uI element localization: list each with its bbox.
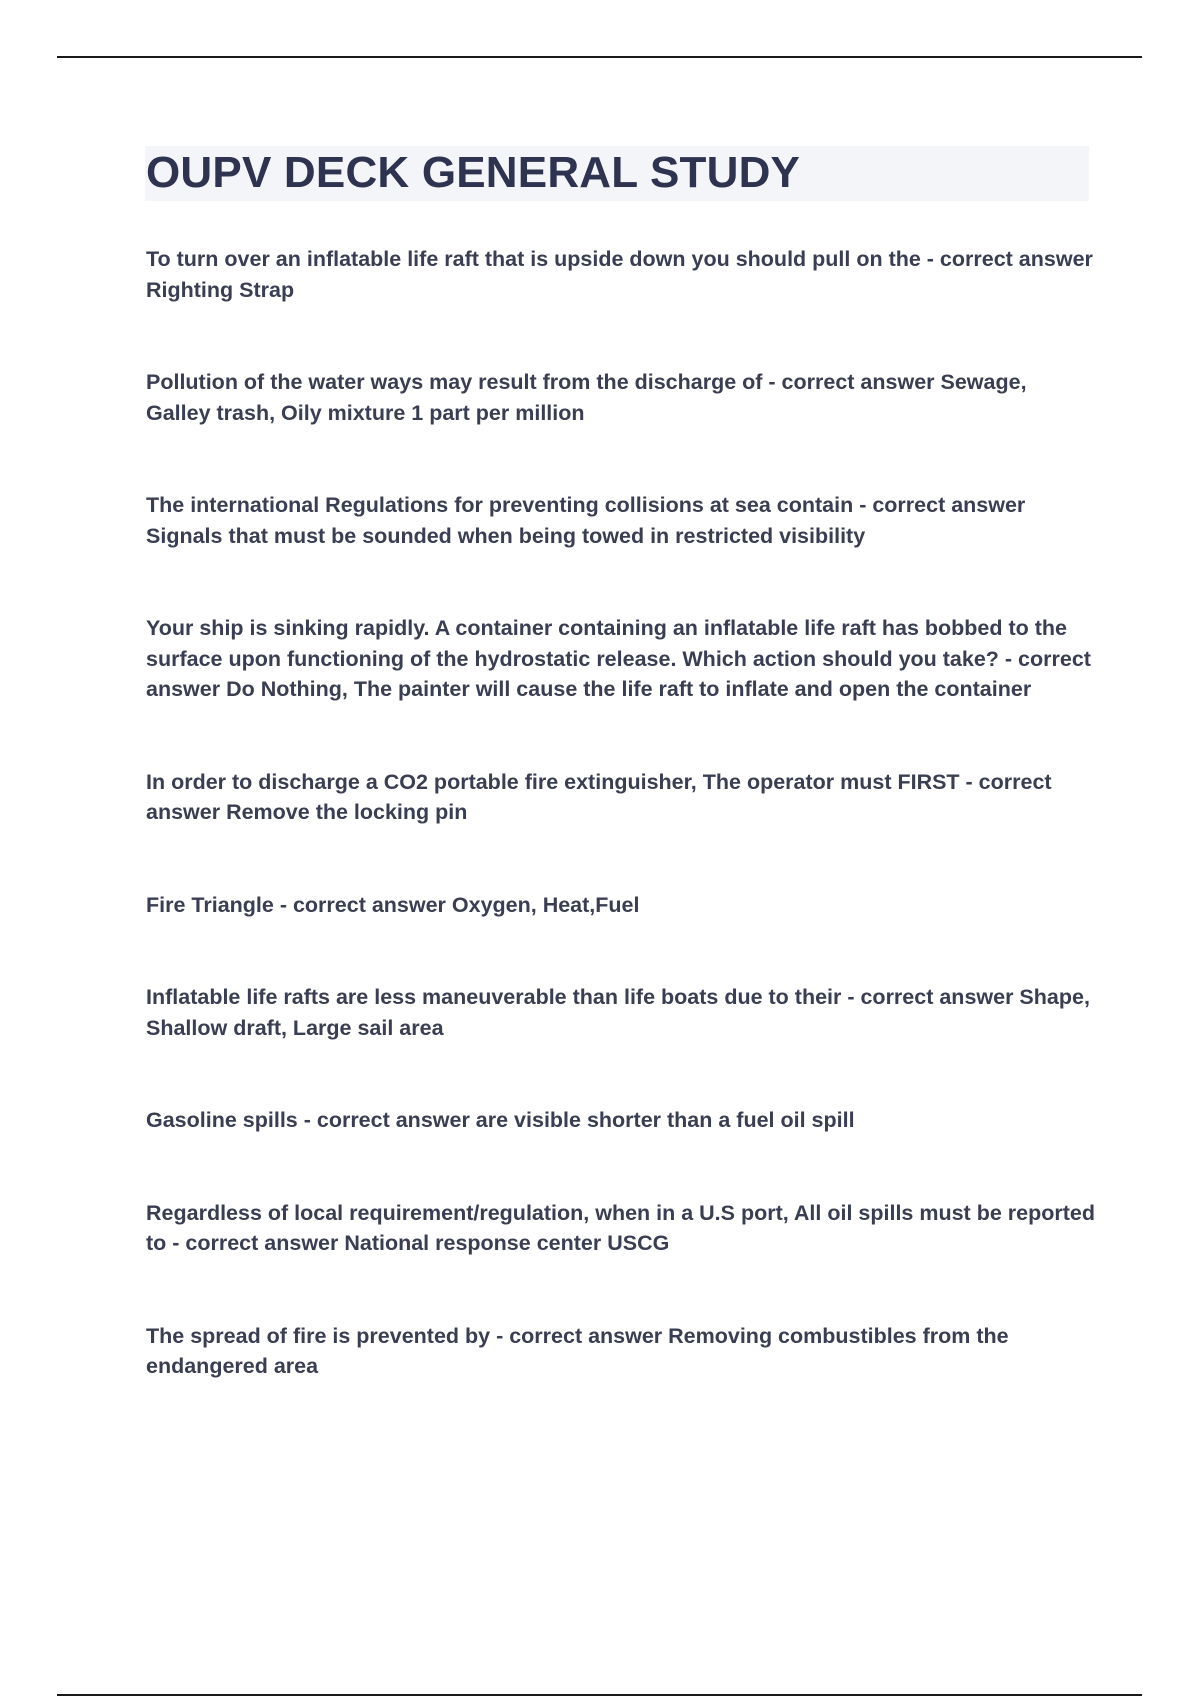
bottom-rule bbox=[57, 1694, 1142, 1696]
qa-item: To turn over an inflatable life raft that is upside down you should pull on the - correct answer Righting Strap bbox=[146, 247, 1093, 302]
qa-item: Regardless of local requirement/regulation, when in a U.S port, All oil spills must be reported to - correct answer National response center USCG bbox=[146, 1200, 1095, 1255]
qa-list bbox=[146, 244, 1096, 1444]
page-title: OUPV DECK GENERAL STUDY bbox=[146, 148, 801, 197]
qa-item: In order to discharge a CO2 portable fire extinguisher, The operator must FIRST - correct answer Remove the locking pin bbox=[146, 769, 1052, 824]
qa-item: Your ship is sinking rapidly. A container containing an inflatable life raft has bobbed to the surface upon functioning of the hydrostatic release. Which action should you take? - correct answer Do Nothing, The painter will cause the life raft to inflate and open the container bbox=[146, 616, 1091, 701]
qa-item: Inflatable life rafts are less maneuverable than life boats due to their - correct answer Shape, Shallow draft, Large sail area bbox=[146, 985, 1090, 1040]
qa-item: Gasoline spills - correct answer are visible shorter than a fuel oil spill bbox=[146, 1108, 855, 1132]
qa-item: Fire Triangle - correct answer Oxygen, Heat,Fuel bbox=[146, 892, 640, 917]
top-rule bbox=[57, 56, 1142, 58]
qa-item: Pollution of the water ways may result from the discharge of - correct answer Sewage, Galley trash, Oily mixture 1 part per million bbox=[146, 370, 1027, 425]
qa-item: The spread of fire is prevented by - correct answer Removing combustibles from the endangered area bbox=[146, 1323, 1009, 1378]
qa-item: The international Regulations for preventing collisions at sea contain - correct answer Signals that must be sounded when being towed in restricted visibility bbox=[146, 493, 1026, 548]
